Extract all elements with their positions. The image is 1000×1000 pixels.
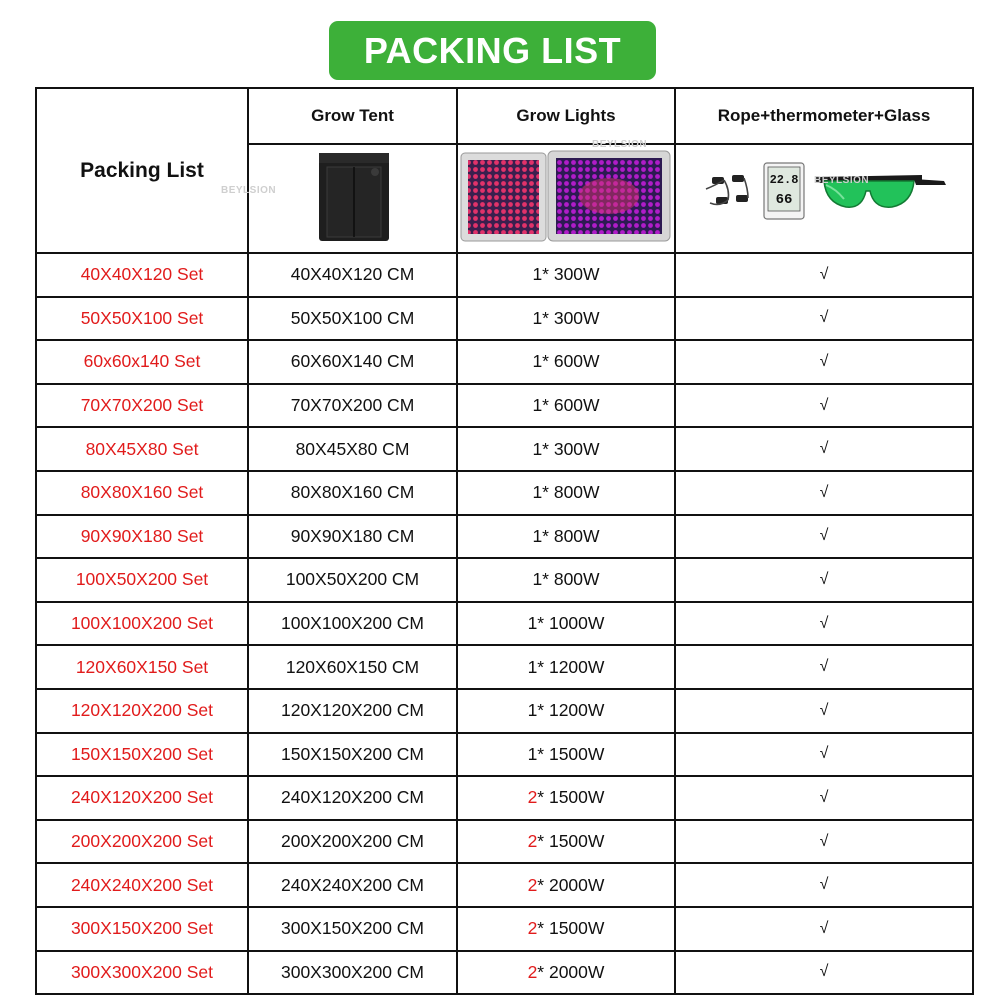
- light-quantity: 2: [527, 787, 538, 808]
- table-row: [36, 471, 973, 515]
- included-check-cell: √: [675, 515, 973, 559]
- tent-size-cell: 50X50X100 CM: [248, 297, 457, 341]
- light-quantity: 1: [532, 395, 543, 416]
- tent-size-cell: 80X80X160 CM: [248, 471, 457, 515]
- light-quantity: 2: [527, 831, 538, 852]
- grow-lights-header: Grow Lights: [457, 88, 675, 144]
- light-wattage: * 1500W: [537, 831, 605, 852]
- tent-size-cell: 240X240X200 CM: [248, 863, 457, 907]
- light-quantity: 1: [527, 700, 538, 721]
- set-name-cell: 120X120X200 Set: [36, 689, 248, 733]
- light-wattage: * 600W: [542, 351, 600, 372]
- accessories-image-cell: [675, 144, 973, 253]
- grow-light-cell: [457, 253, 675, 297]
- grow-light-cell: [457, 515, 675, 559]
- tent-size-cell: 90X90X180 CM: [248, 515, 457, 559]
- packing-table-wrapper: [35, 87, 972, 990]
- set-name-cell: 50X50X100 Set: [36, 297, 248, 341]
- table-row: [36, 689, 973, 733]
- thermometer-humidity: 66: [775, 192, 793, 208]
- included-check-cell: √: [675, 253, 973, 297]
- grow-light-cell: [457, 689, 675, 733]
- set-name-cell: 150X150X200 Set: [36, 733, 248, 777]
- included-check-cell: √: [675, 689, 973, 733]
- grow-tent-header: Grow Tent: [248, 88, 457, 144]
- included-check-cell: √: [675, 951, 973, 995]
- light-wattage: * 1000W: [537, 613, 605, 634]
- table-row: [36, 558, 973, 602]
- included-check-cell: √: [675, 384, 973, 428]
- light-quantity: 2: [527, 874, 538, 895]
- set-name-cell: 300X300X200 Set: [36, 951, 248, 995]
- light-wattage: * 300W: [542, 438, 600, 459]
- table-row: [36, 340, 973, 384]
- watermark-text: BEYLSION: [592, 139, 648, 150]
- included-check-cell: √: [675, 297, 973, 341]
- table-row: [36, 515, 973, 559]
- light-quantity: 1: [532, 351, 543, 372]
- light-quantity: 1: [532, 307, 543, 328]
- light-quantity: 1: [532, 569, 543, 590]
- tent-size-cell: 70X70X200 CM: [248, 384, 457, 428]
- light-quantity: 2: [527, 918, 538, 939]
- light-wattage: * 1500W: [537, 918, 605, 939]
- tent-size-cell: 100X50X200 CM: [248, 558, 457, 602]
- set-name-cell: 40X40X120 Set: [36, 253, 248, 297]
- set-name-cell: 120X60X150 Set: [36, 645, 248, 689]
- tent-size-cell: 120X60X150 CM: [248, 645, 457, 689]
- grow-light-cell: [457, 471, 675, 515]
- thermometer-temp: 22.8: [769, 173, 799, 187]
- light-wattage: * 600W: [542, 395, 600, 416]
- table-row: [36, 297, 973, 341]
- light-quantity: 2: [527, 961, 538, 982]
- accessories-image: [676, 145, 974, 247]
- watermark-text: BEYLSION: [221, 185, 277, 196]
- set-name-cell: 80X45X80 Set: [36, 427, 248, 471]
- grow-tent-image: [249, 145, 458, 247]
- table-row: [36, 253, 973, 297]
- set-name-cell: 300X150X200 Set: [36, 907, 248, 951]
- tent-size-cell: 200X200X200 CM: [248, 820, 457, 864]
- included-check-cell: √: [675, 863, 973, 907]
- grow-light-cell: [457, 427, 675, 471]
- table-row: [36, 951, 973, 995]
- table-row: [36, 820, 973, 864]
- light-quantity: 1: [527, 743, 538, 764]
- tent-size-cell: 40X40X120 CM: [248, 253, 457, 297]
- thermometer-icon: [764, 163, 804, 219]
- grow-light-cell: [457, 820, 675, 864]
- tent-size-cell: 300X150X200 CM: [248, 907, 457, 951]
- light-wattage: * 800W: [542, 569, 600, 590]
- light-quantity: 1: [532, 482, 543, 503]
- grow-light-cell: [457, 340, 675, 384]
- table-row: [36, 384, 973, 428]
- watermark-text: BEYLSION: [814, 175, 870, 186]
- grow-lights-image-cell: [457, 139, 675, 253]
- light-wattage: * 1200W: [537, 656, 605, 677]
- light-wattage: * 2000W: [537, 874, 605, 895]
- set-name-cell: 200X200X200 Set: [36, 820, 248, 864]
- light-wattage: * 300W: [542, 307, 600, 328]
- included-check-cell: √: [675, 471, 973, 515]
- included-check-cell: √: [675, 907, 973, 951]
- tent-size-cell: 80X45X80 CM: [248, 427, 457, 471]
- grow-light-cell: [457, 602, 675, 646]
- included-check-cell: √: [675, 340, 973, 384]
- rope-hanger-icon: [706, 175, 748, 204]
- light-wattage: * 1500W: [537, 787, 605, 808]
- grow-light-cell: [457, 558, 675, 602]
- included-check-cell: √: [675, 645, 973, 689]
- tent-size-cell: 150X150X200 CM: [248, 733, 457, 777]
- included-check-cell: √: [675, 427, 973, 471]
- set-name-cell: 100X50X200 Set: [36, 558, 248, 602]
- grow-lights-image: [458, 145, 676, 247]
- table-row: [36, 602, 973, 646]
- table-row: [36, 907, 973, 951]
- tent-size-cell: 60X60X140 CM: [248, 340, 457, 384]
- grow-light-cell: [457, 863, 675, 907]
- tent-size-cell: 100X100X200 CM: [248, 602, 457, 646]
- grow-light-cell: [457, 384, 675, 428]
- tent-size-cell: 300X300X200 CM: [248, 951, 457, 995]
- light-wattage: * 800W: [542, 482, 600, 503]
- packing-table: [35, 87, 974, 995]
- set-name-cell: 80X80X160 Set: [36, 471, 248, 515]
- light-quantity: 1: [532, 264, 543, 285]
- grow-light-cell: [457, 733, 675, 777]
- table-row: [36, 427, 973, 471]
- set-name-cell: 100X100X200 Set: [36, 602, 248, 646]
- set-name-cell: 240X240X200 Set: [36, 863, 248, 907]
- accessories-header: Rope+thermometer+Glass: [675, 88, 973, 144]
- grow-tent-image-cell: [221, 144, 457, 253]
- grow-light-cell: [457, 907, 675, 951]
- light-quantity: 1: [527, 613, 538, 634]
- set-name-cell: 60x60x140 Set: [36, 340, 248, 384]
- light-wattage: * 2000W: [537, 961, 605, 982]
- table-row: [36, 863, 973, 907]
- tent-size-cell: 120X120X200 CM: [248, 689, 457, 733]
- set-name-cell: 240X120X200 Set: [36, 776, 248, 820]
- title-banner: PACKING LIST: [329, 21, 656, 80]
- table-row: [36, 645, 973, 689]
- tent-size-cell: 240X120X200 CM: [248, 776, 457, 820]
- included-check-cell: √: [675, 602, 973, 646]
- included-check-cell: √: [675, 776, 973, 820]
- light-quantity: 1: [532, 438, 543, 459]
- packing-list-header: Packing List: [36, 88, 248, 253]
- grow-light-cell: [457, 951, 675, 995]
- set-name-cell: 90X90X180 Set: [36, 515, 248, 559]
- included-check-cell: √: [675, 733, 973, 777]
- light-wattage: * 300W: [542, 264, 600, 285]
- light-wattage: * 1500W: [537, 743, 605, 764]
- grow-light-cell: [457, 645, 675, 689]
- table-row: [36, 733, 973, 777]
- grow-light-cell: [457, 776, 675, 820]
- light-quantity: 1: [527, 656, 538, 677]
- set-name-cell: 70X70X200 Set: [36, 384, 248, 428]
- grow-light-cell: [457, 297, 675, 341]
- light-quantity: 1: [532, 525, 543, 546]
- light-wattage: * 1200W: [537, 700, 605, 721]
- table-row: [36, 776, 973, 820]
- light-wattage: * 800W: [542, 525, 600, 546]
- included-check-cell: √: [675, 820, 973, 864]
- included-check-cell: √: [675, 558, 973, 602]
